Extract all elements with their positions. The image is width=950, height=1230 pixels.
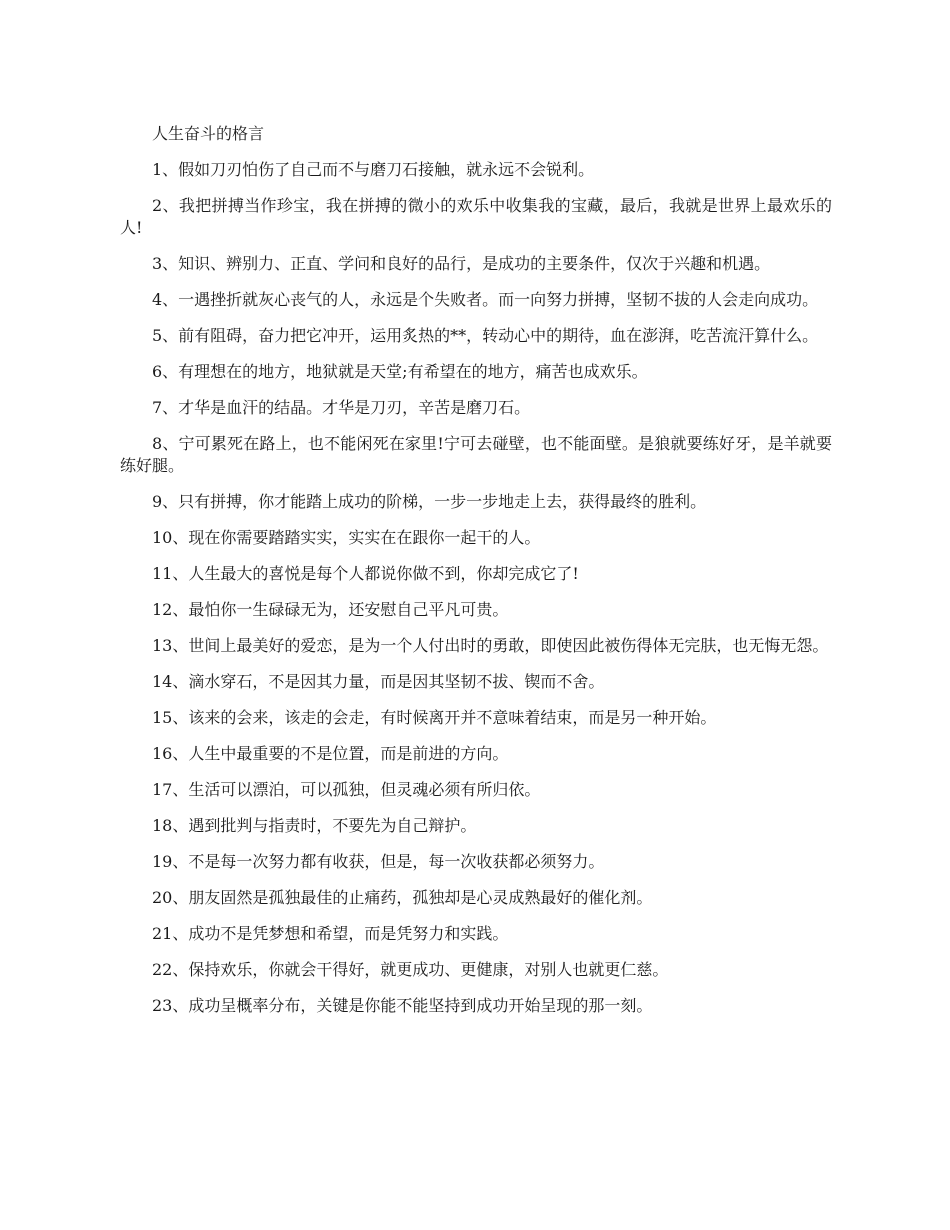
quote-item: 4、一遇挫折就灰心丧气的人，永远是个失败者。而一向努力拼搏，坚韧不拔的人会走向成功。 bbox=[152, 290, 819, 309]
quote-item: 16、人生中最重要的不是位置，而是前进的方向。 bbox=[152, 744, 509, 763]
quote-item: 15、该来的会来，该走的会走，有时候离开并不意味着结束，而是另一种开始。 bbox=[152, 708, 717, 727]
quote-item: 20、朋友固然是孤独最佳的止痛药，孤独却是心灵成熟最好的催化剂。 bbox=[152, 888, 653, 907]
document-body bbox=[120, 123, 832, 1031]
quote-item: 6、有理想在的地方，地狱就是天堂;有希望在的地方，痛苦也成欢乐。 bbox=[152, 362, 648, 381]
quote-list bbox=[120, 159, 832, 1017]
quote-item: 17、生活可以漂泊，可以孤独，但灵魂必须有所归依。 bbox=[152, 780, 541, 799]
quote-item: 10、现在你需要踏踏实实，实实在在跟你一起干的人。 bbox=[152, 528, 541, 547]
quote-item: 22、保持欢乐，你就会干得好，就更成功、更健康，对别人也就更仁慈。 bbox=[152, 960, 669, 979]
quote-item: 3、知识、辨别力、正直、学问和良好的品行，是成功的主要条件，仅次于兴趣和机遇。 bbox=[152, 254, 771, 273]
document-title: 人生奋斗的格言 bbox=[152, 124, 265, 143]
quote-item: 8、宁可累死在路上，也不能闲死在家里!宁可去碰壁，也不能面壁。是狼就要练好牙，是羊就要练好腿。 bbox=[120, 434, 832, 475]
quote-item: 18、遇到批判与指责时，不要先为自己辩护。 bbox=[152, 816, 477, 835]
quote-item: 1、假如刀刃怕伤了自己而不与磨刀石接触，就永远不会锐利。 bbox=[152, 160, 595, 179]
quote-item: 21、成功不是凭梦想和希望，而是凭努力和实践。 bbox=[152, 924, 509, 943]
quote-item: 2、我把拼搏当作珍宝，我在拼搏的微小的欢乐中收集我的宝藏，最后，我就是世界上最欢乐的人! bbox=[120, 196, 832, 237]
quote-item: 11、人生最大的喜悦是每个人都说你做不到，你却完成它了! bbox=[152, 564, 579, 583]
quote-item: 23、成功呈概率分布，关键是你能不能坚持到成功开始呈现的那一刻。 bbox=[152, 996, 653, 1015]
quote-item: 19、不是每一次努力都有收获，但是，每一次收获都必须努力。 bbox=[152, 852, 605, 871]
quote-item: 9、只有拼搏，你才能踏上成功的阶梯，一步一步地走上去，获得最终的胜利。 bbox=[152, 492, 707, 511]
quote-item: 12、最怕你一生碌碌无为，还安慰自己平凡可贵。 bbox=[152, 600, 509, 619]
quote-item: 14、滴水穿石，不是因其力量，而是因其坚韧不拔、锲而不舍。 bbox=[152, 672, 605, 691]
quote-item: 7、才华是血汗的结晶。才华是刀刃，辛苦是磨刀石。 bbox=[152, 398, 531, 417]
quote-item: 5、前有阻碍，奋力把它冲开，运用炙热的**，转动心中的期待，血在澎湃，吃苦流汗算什么。 bbox=[152, 326, 819, 345]
quote-item: 13、世间上最美好的爱恋，是为一个人付出时的勇敢，即使因此被伤得体无完肤，也无悔无怨。 bbox=[152, 636, 829, 655]
